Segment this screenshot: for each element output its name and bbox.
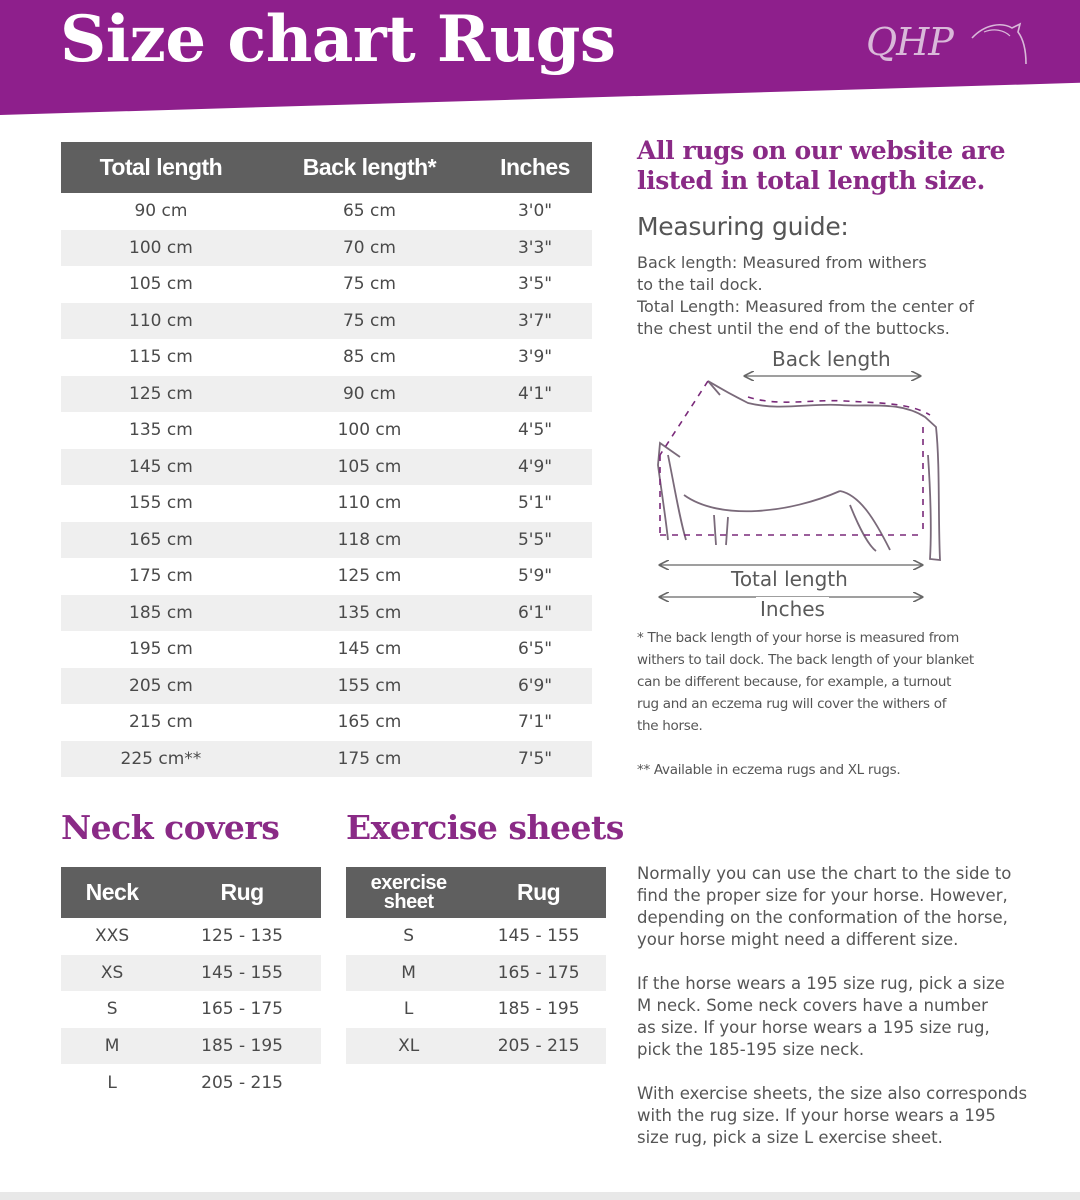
table-cell: 165 cm bbox=[61, 522, 261, 559]
table-cell: 185 - 195 bbox=[497, 999, 580, 1020]
table-cell: 145 cm bbox=[337, 639, 402, 660]
paragraph-line: Normally you can use the chart to the side to bbox=[637, 864, 1012, 883]
table-row bbox=[61, 485, 592, 522]
guide-line: Back length: Measured from withers bbox=[637, 253, 927, 272]
guidance-paragraph bbox=[637, 973, 1037, 1061]
table-cell: 175 cm bbox=[129, 566, 193, 587]
paragraph-line: pick the 185-195 size neck. bbox=[637, 1040, 865, 1059]
guide-line: to the tail dock. bbox=[637, 275, 763, 294]
table-row bbox=[61, 193, 592, 230]
exercise-sheets-title: Exercise sheets bbox=[346, 808, 624, 847]
neck-covers-title: Neck covers bbox=[61, 808, 280, 847]
column-header-line: sheet bbox=[383, 890, 434, 913]
table-cell: 7'5" bbox=[478, 741, 592, 778]
table-cell: L bbox=[107, 1072, 117, 1093]
table-cell: 135 cm bbox=[129, 420, 193, 441]
table-header-row bbox=[61, 142, 592, 193]
table-cell: 155 cm bbox=[261, 668, 478, 705]
table-cell: 3'7" bbox=[478, 303, 592, 340]
table-cell: L bbox=[403, 999, 414, 1020]
table-cell: 115 cm bbox=[129, 347, 193, 368]
table-cell: 185 - 195 bbox=[163, 1028, 321, 1065]
guidance-paragraph bbox=[637, 863, 1037, 951]
table-row bbox=[61, 376, 592, 413]
table-row bbox=[61, 595, 592, 632]
table-cell: 70 cm bbox=[261, 230, 478, 267]
measuring-guide-title: Measuring guide: bbox=[637, 212, 849, 241]
table-cell: 195 cm bbox=[129, 639, 193, 660]
table-row bbox=[61, 918, 321, 955]
table-cell: 7'1" bbox=[517, 712, 553, 733]
paragraph-line: your horse might need a different size. bbox=[637, 930, 959, 949]
table-cell: 145 - 155 bbox=[163, 955, 321, 992]
paragraph-line: depending on the conformation of the horse, bbox=[637, 908, 1008, 927]
footnote-line: the horse. bbox=[637, 718, 703, 734]
table-cell: 105 cm bbox=[261, 449, 478, 486]
table-row bbox=[61, 230, 592, 267]
table-row bbox=[346, 918, 606, 955]
table-cell: 3'9" bbox=[517, 347, 553, 368]
inches-label: Inches bbox=[756, 597, 829, 621]
table-cell: 5'5" bbox=[478, 522, 592, 559]
table-cell: 155 cm bbox=[129, 493, 193, 514]
column-header: Rug bbox=[471, 867, 606, 918]
table-cell: 4'9" bbox=[478, 449, 592, 486]
table-row bbox=[61, 668, 592, 705]
table-cell: 4'1" bbox=[478, 376, 592, 413]
table-cell: 205 - 215 bbox=[471, 1028, 606, 1065]
table-cell: 6'1" bbox=[478, 595, 592, 632]
table-cell: 3'5" bbox=[517, 274, 553, 295]
table-header-row bbox=[61, 867, 321, 918]
table-header-row bbox=[346, 867, 606, 918]
paragraph-line: If the horse wears a 195 size rug, pick a size bbox=[637, 974, 1005, 993]
table-cell: 225 cm** bbox=[61, 741, 261, 778]
bottom-band bbox=[0, 1192, 1080, 1200]
table-cell: XXS bbox=[95, 926, 130, 947]
table-cell: 85 cm bbox=[342, 347, 396, 368]
guide-line: Total Length: Measured from the center of bbox=[637, 297, 975, 316]
table-cell: 145 cm bbox=[61, 449, 261, 486]
rug-size-table bbox=[61, 142, 592, 777]
table-row bbox=[61, 955, 321, 992]
table-cell: 3'3" bbox=[478, 230, 592, 267]
column-header: Rug bbox=[163, 867, 321, 918]
table-cell: 205 - 215 bbox=[201, 1072, 283, 1093]
table-cell: S bbox=[403, 926, 415, 947]
brand-logo: QHP bbox=[866, 20, 953, 64]
table-cell: 110 cm bbox=[337, 493, 402, 514]
table-cell: 90 cm bbox=[134, 201, 188, 222]
table-row bbox=[61, 412, 592, 449]
column-header: Total length bbox=[61, 142, 261, 193]
table-cell: 185 cm bbox=[61, 595, 261, 632]
table-cell: 125 cm bbox=[337, 566, 402, 587]
table-cell: 165 cm bbox=[337, 712, 402, 733]
guide-line: the chest until the end of the buttocks. bbox=[637, 319, 950, 338]
table-cell: 65 cm bbox=[342, 201, 396, 222]
column-header bbox=[346, 867, 471, 918]
table-cell: 215 cm bbox=[129, 712, 193, 733]
table-cell: 75 cm bbox=[342, 274, 396, 295]
footnote-line: withers to tail dock. The back length of your blanket bbox=[637, 652, 974, 668]
table-cell: 5'1" bbox=[517, 493, 553, 514]
paragraph-line: With exercise sheets, the size also corresponds bbox=[637, 1084, 1028, 1103]
table-row bbox=[61, 1064, 321, 1101]
table-cell: 110 cm bbox=[61, 303, 261, 340]
table-cell: 75 cm bbox=[261, 303, 478, 340]
table-row bbox=[61, 631, 592, 668]
table-cell: 100 cm bbox=[61, 230, 261, 267]
table-cell: 3'0" bbox=[517, 201, 553, 222]
table-cell: 100 cm bbox=[337, 420, 402, 441]
guidance-paragraph bbox=[637, 1083, 1037, 1149]
table-cell: 6'5" bbox=[517, 639, 553, 660]
footnote-line: can be different because, for example, a turnout bbox=[637, 674, 952, 690]
table-cell: 90 cm bbox=[261, 376, 478, 413]
footnote-availability: ** Available in eczema rugs and XL rugs. bbox=[637, 762, 901, 778]
exercise-size-table bbox=[346, 867, 606, 1064]
paragraph-line: as size. If your horse wears a 195 size rug, bbox=[637, 1018, 990, 1037]
table-cell: XS bbox=[61, 955, 163, 992]
table-row bbox=[61, 1028, 321, 1065]
column-header: Neck bbox=[61, 867, 163, 918]
column-header: Inches bbox=[478, 142, 592, 193]
table-row bbox=[61, 266, 592, 303]
table-cell: 175 cm bbox=[261, 741, 478, 778]
table-cell: 205 cm bbox=[61, 668, 261, 705]
table-row bbox=[61, 449, 592, 486]
table-cell: 4'5" bbox=[517, 420, 553, 441]
column-header-line: exercise bbox=[370, 871, 447, 894]
footnote-back-length bbox=[637, 627, 1027, 737]
table-row bbox=[61, 339, 592, 376]
table-row bbox=[61, 558, 592, 595]
table-cell: 6'9" bbox=[478, 668, 592, 705]
footnote-line: * The back length of your horse is measured from bbox=[637, 630, 959, 646]
table-cell: 165 - 175 bbox=[201, 999, 283, 1020]
back-length-label: Back length bbox=[768, 347, 895, 371]
footnote-line: rug and an eczema rug will cover the withers of bbox=[637, 696, 947, 712]
table-cell: 5'9" bbox=[517, 566, 553, 587]
table-row bbox=[346, 991, 606, 1028]
table-row bbox=[61, 991, 321, 1028]
table-cell: XL bbox=[346, 1028, 471, 1065]
table-cell: 165 - 175 bbox=[471, 955, 606, 992]
total-length-label: Total length bbox=[727, 567, 852, 591]
table-cell: M bbox=[61, 1028, 163, 1065]
paragraph-line: with the rug size. If your horse wears a 195 bbox=[637, 1106, 996, 1125]
table-cell: 145 - 155 bbox=[497, 926, 580, 947]
table-cell: 135 cm bbox=[261, 595, 478, 632]
table-row bbox=[61, 303, 592, 340]
page-title: Size chart Rugs bbox=[60, 2, 616, 77]
table-row bbox=[346, 1028, 606, 1065]
table-row bbox=[61, 522, 592, 559]
paragraph-line: size rug, pick a size L exercise sheet. bbox=[637, 1128, 943, 1147]
table-row bbox=[61, 741, 592, 778]
table-cell: 118 cm bbox=[261, 522, 478, 559]
intro-text: All rugs on our website are listed in total length size. bbox=[637, 136, 1006, 195]
table-cell: 125 cm bbox=[61, 376, 261, 413]
table-cell: M bbox=[346, 955, 471, 992]
table-cell: 105 cm bbox=[129, 274, 193, 295]
paragraph-line: M neck. Some neck covers have a number bbox=[637, 996, 988, 1015]
table-cell: 125 - 135 bbox=[201, 926, 283, 947]
table-row bbox=[346, 955, 606, 992]
table-row bbox=[61, 704, 592, 741]
table-cell: S bbox=[106, 999, 118, 1020]
neck-size-table bbox=[61, 867, 321, 1101]
column-header: Back length* bbox=[261, 142, 478, 193]
paragraph-line: find the proper size for your horse. However, bbox=[637, 886, 1008, 905]
